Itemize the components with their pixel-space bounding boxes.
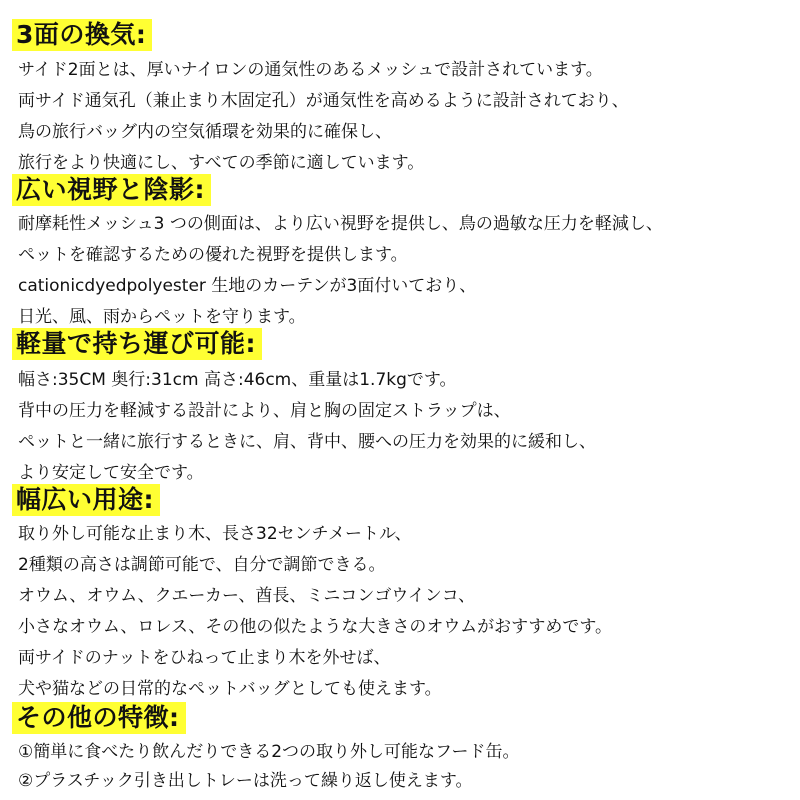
section-line: オウム、オウム、クエーカー、酋長、ミニコンゴウインコ、 xyxy=(18,586,476,606)
section-line: ②プラスチック引き出しトレーは洗って繰り返し使えます。 xyxy=(18,771,473,791)
section-heading-lightweight-portable: 軽量で持ち運び可能: xyxy=(12,328,262,360)
section-line: 両サイドのナットをひねって止まり木を外せば、 xyxy=(18,648,391,668)
section-heading-other-features: その他の特徴: xyxy=(12,702,186,734)
section-line: 両サイド通気孔（兼止まり木固定孔）が通気性を高めるように設計されており、 xyxy=(18,91,629,111)
section-line: 小さなオウム、ロレス、その他の似たような大きさのオウムがおすすめです。 xyxy=(18,617,612,637)
section-line: サイド2面とは、厚いナイロンの通気性のあるメッシュで設計されています。 xyxy=(18,60,603,80)
section-line: 旅行をより快適にし、すべての季節に適しています。 xyxy=(18,153,425,173)
section-line: 2種類の高さは調節可能で、自分で調節できる。 xyxy=(18,555,386,575)
section-line: 鳥の旅行バッグ内の空気循環を効果的に確保し、 xyxy=(18,122,392,142)
section-line: 背中の圧力を軽減する設計により、肩と胸の固定ストラップは、 xyxy=(18,401,511,421)
section-line: 幅さ:35CM 奥行:31cm 高さ:46cm、重量は1.7kgです。 xyxy=(18,370,457,390)
section-line: cationicdyedpolyester 生地のカーテンが3面付いており、 xyxy=(18,276,477,296)
section-line: ペットと一緒に旅行するときに、肩、背中、腰への圧力を効果的に緩和し、 xyxy=(18,432,596,452)
section-heading-view-and-shade: 広い視野と陰影: xyxy=(12,174,211,206)
section-line: 犬や猫などの日常的なペットバッグとしても使えます。 xyxy=(18,679,442,699)
section-heading-ventilation: 3面の換気: xyxy=(12,19,152,51)
section-line: より安定して安全です。 xyxy=(18,463,204,483)
section-line: 耐摩耗性メッシュ3 つの側面は、より広い視野を提供し、鳥の過敏な圧力を軽減し、 xyxy=(18,214,663,234)
section-heading-versatile-uses: 幅広い用途: xyxy=(12,484,160,516)
section-line: ペットを確認するための優れた視野を提供します。 xyxy=(18,245,408,265)
section-line: 日光、風、雨からペットを守ります。 xyxy=(18,307,306,327)
section-line: ①簡単に食べたり飲んだりできる2つの取り外し可能なフード缶。 xyxy=(18,742,520,762)
section-line: 取り外し可能な止まり木、長さ32センチメートル、 xyxy=(18,524,412,544)
